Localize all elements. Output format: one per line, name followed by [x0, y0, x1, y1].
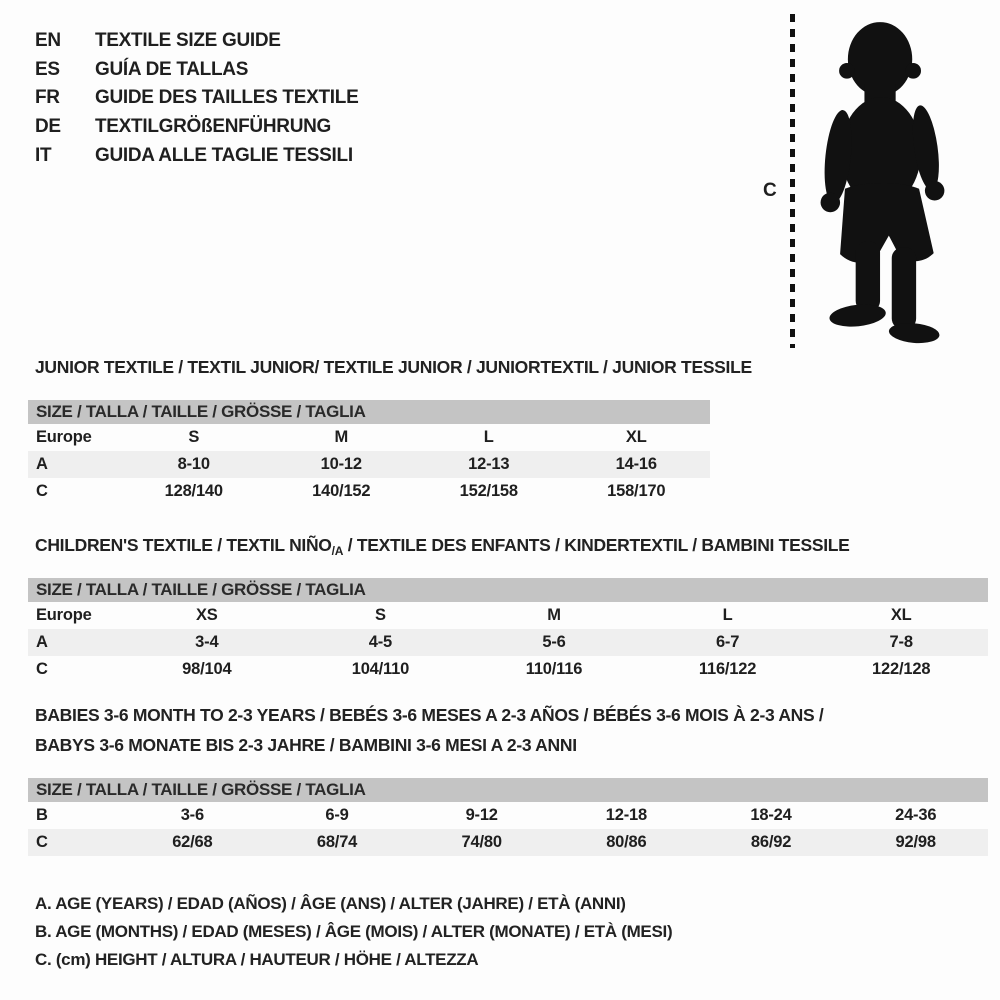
age-cell: 4-5 — [368, 633, 393, 651]
children-title-sub: /A — [331, 544, 344, 558]
age-cell: 6-9 — [325, 806, 349, 824]
height-cell: 62/68 — [172, 833, 213, 851]
height-cell: 74/80 — [461, 833, 502, 851]
children-table-title — [35, 530, 850, 566]
age-cell: 18-24 — [750, 806, 792, 824]
lang-title: GUÍA DE TALLAS — [95, 58, 249, 80]
age-cell: 7-8 — [889, 633, 913, 651]
age-cell: 6-7 — [715, 633, 740, 651]
footnote-b: B. AGE (MONTHS) / EDAD (MESES) / ÂGE (MOIS) / ALTER (MONATE) / ETÀ (MESI) — [35, 922, 673, 941]
figure-height-label: C — [763, 180, 777, 201]
table-row-height — [28, 829, 988, 856]
row-label: C — [36, 833, 48, 851]
size-cell: M — [547, 606, 561, 624]
age-cell: 24-36 — [895, 806, 937, 824]
height-cell: 116/122 — [698, 660, 757, 678]
lang-title: GUIDA ALLE TAGLIE TESSILI — [95, 144, 353, 166]
children-size-table — [28, 578, 988, 683]
lang-code: DE — [35, 116, 61, 138]
row-label: A — [36, 455, 48, 473]
height-cell: 128/140 — [164, 482, 223, 500]
table-row-age — [28, 451, 710, 478]
table-row-europe — [28, 602, 988, 629]
babies-title-line2: BABYS 3-6 MONATE BIS 2-3 JAHRE / BAMBINI 3-6 MESI A 2-3 ANNI — [35, 735, 577, 755]
height-cell: 104/110 — [351, 660, 410, 678]
height-cell: 86/92 — [750, 833, 792, 851]
size-cell: M — [334, 428, 349, 446]
size-cell: XL — [625, 428, 647, 446]
age-cell: 3-6 — [180, 806, 204, 824]
size-cell: S — [188, 428, 200, 446]
footnote-a: A. AGE (YEARS) / EDAD (AÑOS) / ÂGE (ANS) / ALTER (JAHRE) / ETÀ (ANNI) — [35, 894, 626, 913]
table-row-height — [28, 656, 988, 683]
height-cell: 110/116 — [525, 660, 583, 678]
table-row-height — [28, 478, 710, 505]
table-row-age — [28, 629, 988, 656]
row-label: Europe — [36, 606, 92, 624]
size-cell: L — [722, 606, 733, 624]
age-cell: 10-12 — [320, 455, 362, 473]
height-cell: 92/98 — [895, 833, 936, 851]
row-label: Europe — [36, 428, 92, 446]
size-header-bar: SIZE / TALLA / TAILLE / GRÖSSE / TAGLIA — [28, 778, 988, 802]
lang-title: TEXTILE SIZE GUIDE — [95, 30, 281, 52]
table-row-europe — [28, 424, 710, 451]
size-cell: S — [374, 606, 386, 624]
size-header-bar: SIZE / TALLA / TAILLE / GRÖSSE / TAGLIA — [28, 578, 988, 602]
lang-title: GUIDE DES TAILLES TEXTILE — [95, 87, 359, 109]
row-label: C — [36, 660, 48, 678]
row-label: C — [36, 482, 48, 500]
children-title-after: / TEXTILE DES ENFANTS / KINDERTEXTIL / BAMBINI TESSILE — [343, 535, 850, 555]
lang-row-es — [35, 56, 358, 85]
babies-size-table — [28, 778, 988, 856]
children-title-before: CHILDREN'S TEXTILE / TEXTIL NIÑO — [35, 535, 332, 555]
height-cell: 158/170 — [607, 482, 666, 500]
lang-row-de — [35, 113, 358, 142]
lang-code: ES — [35, 58, 60, 80]
height-cell: 140/152 — [312, 482, 371, 500]
size-cell: XL — [890, 606, 912, 624]
age-cell: 8-10 — [177, 455, 210, 473]
row-label: B — [36, 806, 48, 824]
lang-row-it — [35, 141, 358, 170]
height-cell: 80/86 — [606, 833, 647, 851]
table-row-age-months — [28, 802, 988, 829]
lang-code: EN — [35, 30, 61, 52]
height-dashed-line — [790, 14, 795, 348]
lang-row-fr — [35, 84, 358, 113]
age-cell: 5-6 — [542, 633, 566, 651]
height-cell: 68/74 — [316, 833, 358, 851]
lang-code: IT — [35, 144, 52, 166]
size-cell: XS — [195, 606, 218, 624]
row-label: A — [36, 633, 48, 651]
toddler-silhouette-icon — [804, 14, 960, 348]
lang-row-en — [35, 27, 358, 56]
age-cell: 9-12 — [465, 806, 498, 824]
height-cell: 152/158 — [459, 482, 518, 500]
lang-code: FR — [35, 87, 60, 109]
height-cell: 98/104 — [182, 660, 232, 678]
height-cell: 122/128 — [872, 660, 931, 678]
size-header-bar: SIZE / TALLA / TAILLE / GRÖSSE / TAGLIA — [28, 400, 710, 424]
footnote-c: C. (cm) HEIGHT / ALTURA / HAUTEUR / HÖHE / ALTEZZA — [35, 950, 479, 969]
footnotes — [35, 890, 672, 974]
babies-title-line1: BABIES 3-6 MONTH TO 2-3 YEARS / BEBÉS 3-6 MESES A 2-3 AÑOS / BÉBÉS 3-6 MOIS À 2-3 ANS / — [35, 705, 824, 725]
language-header — [35, 27, 358, 170]
age-cell: 3-4 — [195, 633, 219, 651]
age-cell: 12-13 — [468, 455, 510, 473]
age-cell: 14-16 — [615, 455, 657, 473]
lang-title: TEXTILGRÖßENFÜHRUNG — [95, 116, 332, 138]
junior-size-table — [28, 400, 710, 505]
age-cell: 12-18 — [605, 806, 647, 824]
babies-table-title — [35, 700, 824, 760]
size-cell: L — [483, 428, 494, 446]
junior-table-title: JUNIOR TEXTILE / TEXTIL JUNIOR/ TEXTILE JUNIOR / JUNIORTEXTIL / JUNIOR TESSILE — [35, 357, 752, 377]
